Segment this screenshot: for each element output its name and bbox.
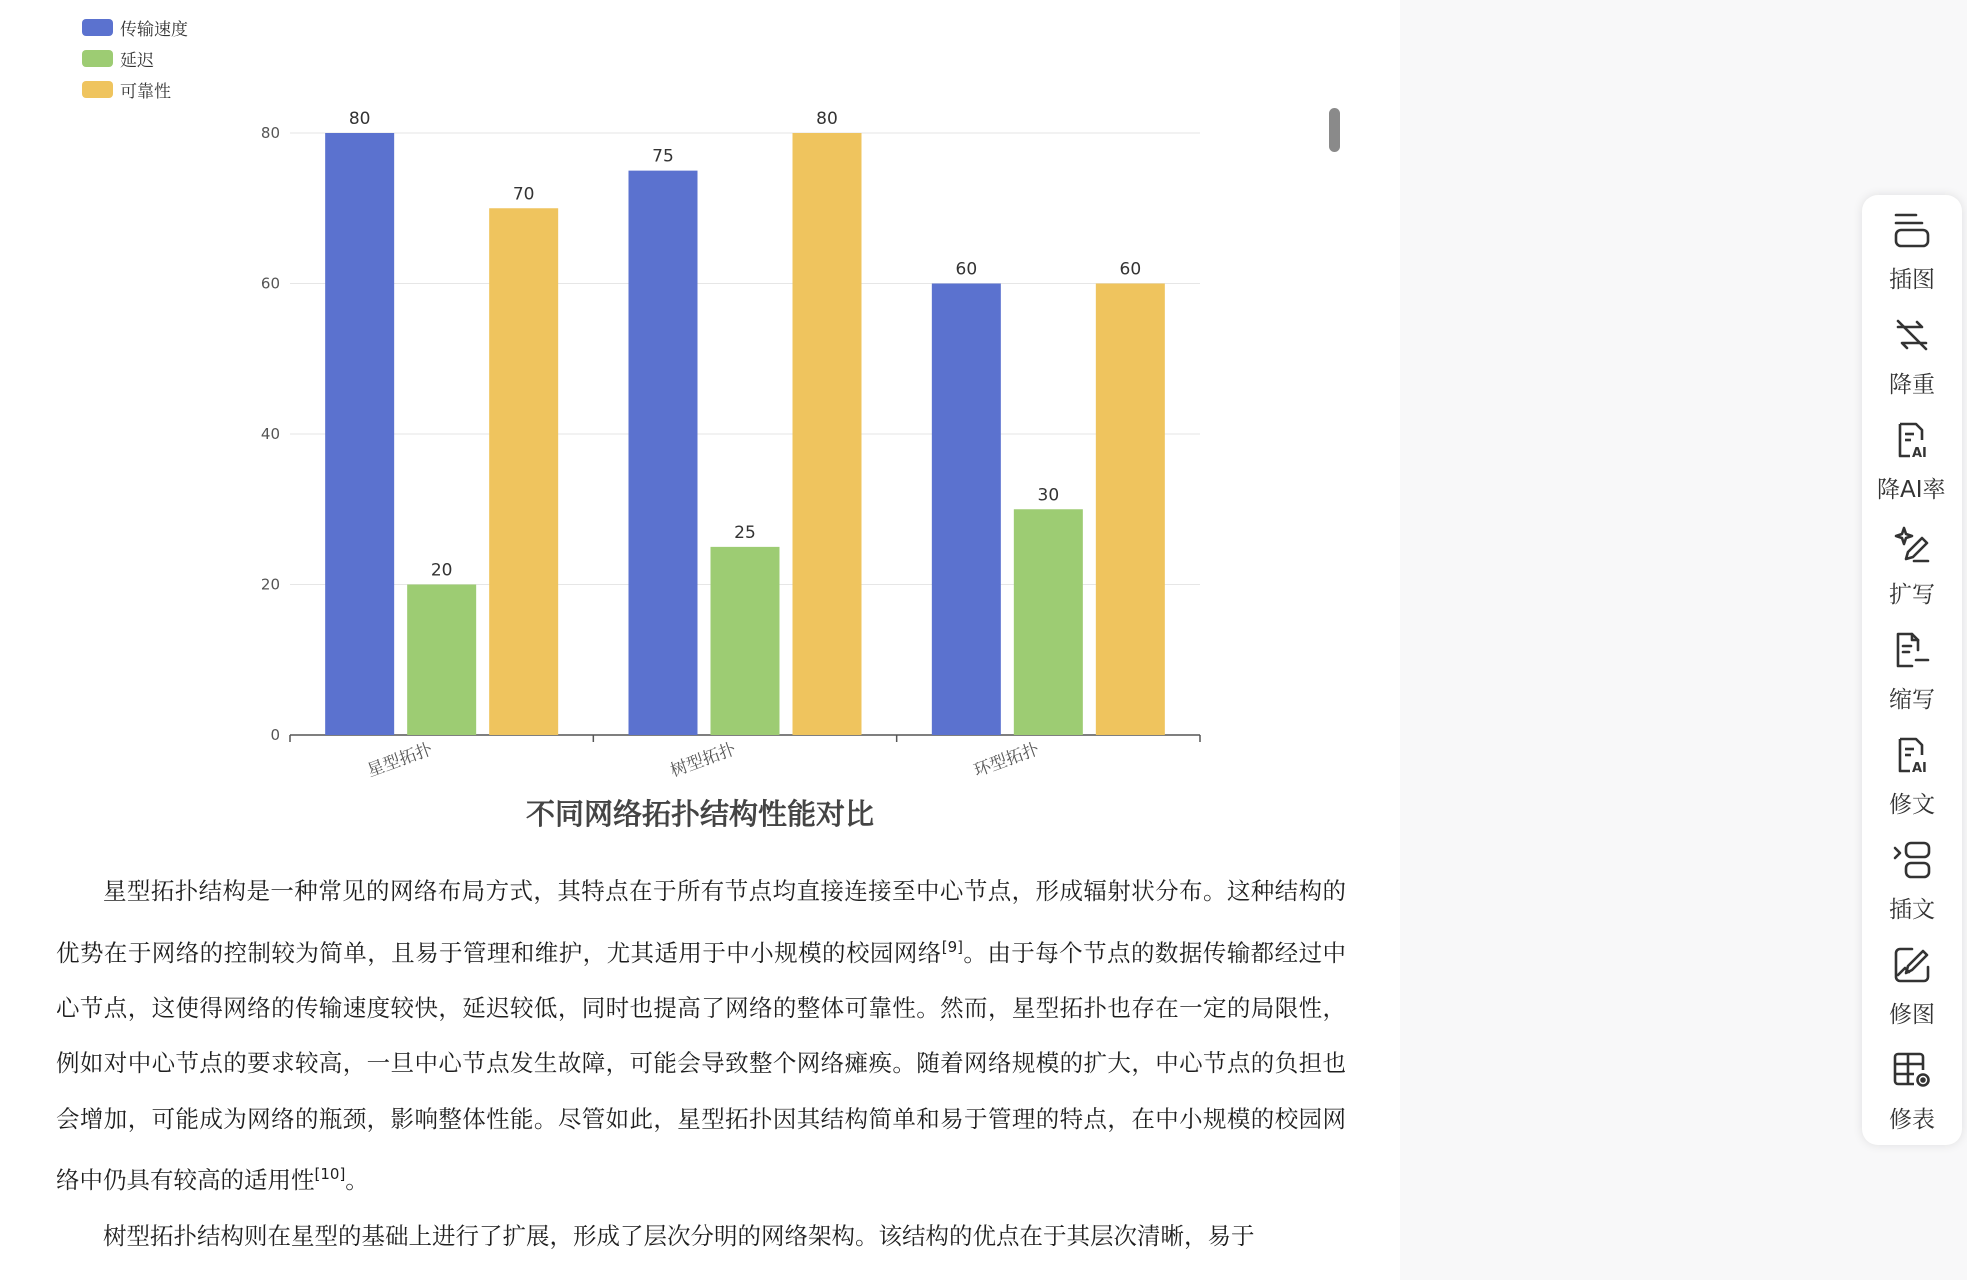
paragraph-text: 。: [345, 1166, 369, 1195]
tool-revise-text-button[interactable]: [1862, 725, 1962, 830]
tool-edit-image-button[interactable]: [1862, 935, 1962, 1040]
data-label: 80: [816, 109, 838, 129]
chart-bar: [1014, 509, 1083, 735]
paragraph-tree-topology: [56, 1209, 1346, 1265]
data-label: 70: [512, 184, 535, 205]
citation-ref[interactable]: [9]: [941, 937, 963, 956]
expand-write-icon: [1892, 525, 1932, 565]
tool-label: 缩写: [1889, 687, 1935, 713]
reduce-ai-icon: [1892, 420, 1932, 460]
data-label: 25: [734, 522, 756, 543]
y-tick-label: 40: [260, 425, 280, 443]
data-label: 75: [652, 146, 674, 167]
tool-expand-button[interactable]: [1862, 515, 1962, 620]
tool-insert-text-button[interactable]: [1862, 830, 1962, 935]
tool-label: 修文: [1889, 792, 1935, 818]
edit-table-icon: [1892, 1050, 1932, 1090]
tool-label: 扩写: [1889, 582, 1935, 608]
chart-bar: [629, 171, 698, 735]
tool-dedupe-button[interactable]: [1862, 305, 1962, 410]
legend-label: 延迟: [120, 51, 154, 71]
bar-chart: [0, 0, 1400, 790]
legend-label: 传输速度: [120, 20, 188, 40]
chart-bar: [407, 585, 476, 736]
revise-text-icon: [1892, 735, 1932, 775]
citation-ref[interactable]: [10]: [314, 1165, 346, 1184]
tool-reduce-ai-button[interactable]: [1862, 410, 1962, 515]
paragraph-text: 树型拓扑结构则在星型的基础上进行了扩展，形成了层次分明的网络架构。该结构的优点在于其层次清晰，易于: [103, 1221, 1255, 1250]
data-label: 20: [430, 560, 453, 581]
paragraph-text: 星型拓扑结构是一种常见的网络布局方式，其特点在于所有节点均直接连接至中心节点，形成辐射状分布。这种结构的优势在于网络的控制较为简单，且易于管理和维护，尤其适用于中小规模的校园网络: [56, 877, 1346, 967]
chart-title: 不同网络拓扑结构性能对比: [525, 797, 874, 831]
ai-tools-toolbar: [1862, 195, 1962, 1145]
y-tick-label: 20: [260, 575, 280, 594]
x-tick-label: 树型拓扑: [667, 739, 739, 782]
tool-label: 插图: [1889, 267, 1935, 293]
insert-text-icon: [1892, 840, 1932, 880]
article-body: [56, 864, 1346, 1264]
tool-label: 修图: [1889, 1002, 1935, 1028]
svg-text:AI: AI: [1912, 761, 1927, 775]
y-tick-label: 80: [260, 124, 280, 142]
paragraph-text: 。由于每个节点的数据传输都经过中心节点，这使得网络的传输速度较快，延迟较低，同时也提高了网络的整体可靠性。然而，星型拓扑也存在一定的局限性，例如对中心节点的要求较高，一旦中心节点发生故障，可能会导致整个网络瘫痪。随着网络规模的扩大，中心节点的负担也会增加，可能成为网络的瓶颈，影响整体性能。尽管如此，星型拓扑因其结构简单和易于管理的特点，在中小规模的校园网络中仍具有较高的适用性: [56, 938, 1347, 1195]
scrollbar-thumb[interactable]: [1329, 108, 1340, 152]
chart-bar: [489, 208, 558, 735]
tool-label: 修表: [1889, 1107, 1935, 1133]
chart-bar: [793, 133, 862, 735]
data-label: 80: [348, 109, 371, 129]
x-tick-label: 星型拓扑: [364, 739, 436, 782]
insert-image-icon: [1892, 210, 1932, 250]
legend-label: 可靠性: [120, 82, 171, 102]
data-label: 30: [1037, 485, 1060, 506]
chart-bar: [932, 284, 1001, 736]
condense-icon: [1892, 630, 1932, 670]
y-tick-label: 0: [270, 726, 280, 744]
data-label: 60: [955, 259, 978, 280]
tool-label: 降AI率: [1877, 477, 1946, 503]
x-tick-label: 环型拓扑: [971, 739, 1042, 782]
y-tick-label: 60: [260, 274, 280, 293]
data-label: 60: [1119, 259, 1142, 280]
chart-bar: [325, 133, 394, 735]
tool-label: 插文: [1889, 897, 1935, 923]
tool-edit-table-button[interactable]: [1862, 1040, 1962, 1145]
svg-text:AI: AI: [1912, 446, 1927, 460]
dedupe-icon: [1892, 315, 1932, 355]
paragraph-star-topology: [56, 864, 1346, 1209]
tool-insert-image-button[interactable]: [1862, 200, 1962, 305]
chart-bar: [1096, 284, 1165, 736]
edit-image-icon: [1892, 945, 1932, 985]
chart-bar: [711, 547, 780, 735]
tool-label: 降重: [1889, 372, 1935, 398]
tool-condense-button[interactable]: [1862, 620, 1962, 725]
